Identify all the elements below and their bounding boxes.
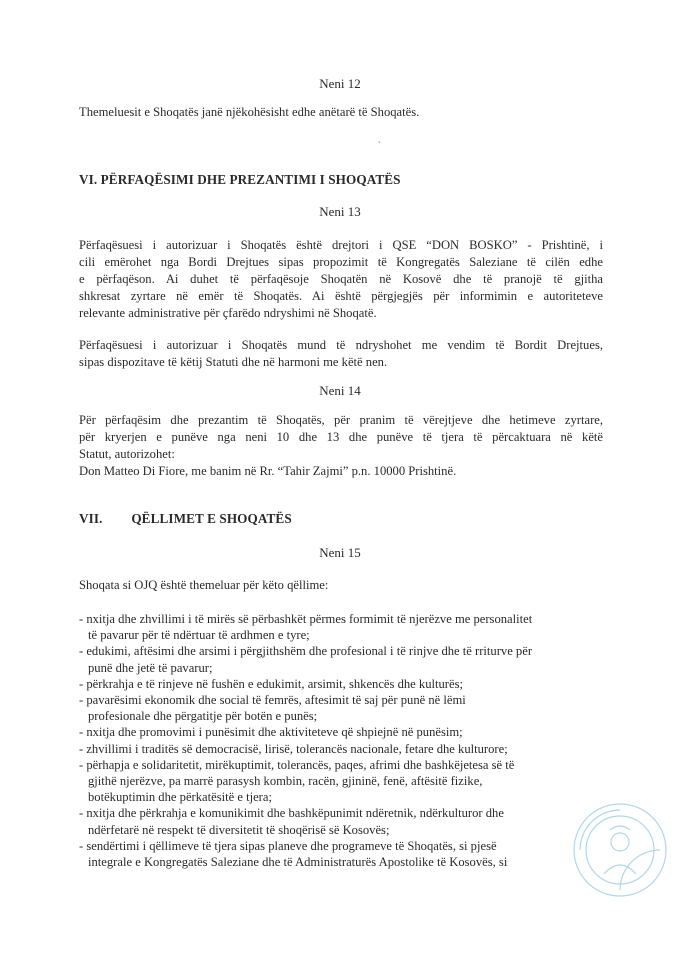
text-line: relevante administrative për çfarëdo ndryshimi në Shoqatë. <box>79 306 377 320</box>
text-line: Don Matteo Di Fiore, me banim në Rr. “Tahir Zajmi” p.n. 10000 Prishtinë. <box>79 464 457 478</box>
text-line: për kryerjen e punëve nga neni 10 dhe 13 dhe punëve të tjera të përcaktuara në këtë <box>79 430 603 444</box>
article-13-paragraph-1 <box>79 237 603 322</box>
list-item-line: - pavarësimi ekonomik dhe social të femrës, aftesimit të saj për punë në lëmi <box>79 693 466 708</box>
article-15-heading: Neni 15 <box>319 545 361 560</box>
list-item-line: - zhvillimi i traditës së democracisë, lirisë, tolerancës nacionale, fetare dhe kulturore; <box>79 741 508 756</box>
text-line: shkresat zyrtare në emër të Shoqatës. Ai është përgjegjës për informimin e autoriteteve <box>79 289 603 303</box>
text-line: Për përfaqësim dhe prezantim të Shoqatës, për pranim të vërejtjeve dhe hetimeve zyrtare, <box>79 413 603 427</box>
article-12-heading: Neni 12 <box>319 76 361 91</box>
list-item-line: - nxitja dhe promovimi i punësimit dhe aktiviteteve që shpiejnë në punësim; <box>79 725 463 740</box>
list-item <box>79 643 603 675</box>
list-item-continuation: të pavarur për të ndërtuar të ardhmen e tyre; <box>88 628 310 643</box>
list-item <box>79 724 603 740</box>
section-7-title <box>79 511 292 527</box>
article-13-heading: Neni 13 <box>319 204 361 219</box>
list-item <box>79 757 603 806</box>
organization-stamp-icon <box>570 800 670 900</box>
article-12-line: Themeluesit e Shoqatës janë njëkohësisht edhe anëtarë të Shoqatës. <box>79 105 420 119</box>
text-line: Statut, autorizohet: <box>79 447 175 461</box>
scan-speck: ` <box>378 140 381 150</box>
text-line: sipas dispozitave të këtij Statuti dhe në harmoni me këtë nen. <box>79 355 388 369</box>
text-line: Përfaqësuesi i autorizuar i Shoqatës është drejtori i QSE “DON BOSKO” - Prishtinë, i <box>79 238 603 252</box>
list-item-line: - edukimi, aftësimi dhe arsimi i përgjithshëm dhe profesional i të rinjve dhe të rriturve për <box>79 644 533 659</box>
purposes-list <box>79 611 603 870</box>
list-item-continuation: gjithë njerëzve, pa marrë parasysh kombin, racën, gjininë, fenë, aftësitë fizike, <box>88 774 483 789</box>
list-item-line: - nxitja dhe zhvillimi i të mirës së përbashkët përmes formimit të njerëzve me personalitet <box>79 612 533 626</box>
text-line: e përfaqëson. Ai duhet të përfaqësoje Shoqatën në Kosovë dhe të pranojë të gjitha <box>79 272 603 286</box>
list-item <box>79 805 603 837</box>
list-item-continuation: integrale e Kongregatës Saleziane dhe të Administraturës Apostolike të Kosovës, si <box>88 855 508 870</box>
list-item <box>79 611 603 643</box>
article-14-heading: Neni 14 <box>319 383 361 398</box>
article-13-paragraph-2 <box>79 337 603 371</box>
list-item-line: - përkrahja e të rinjeve në fushën e edukimit, arsimit, shkencës dhe kulturës; <box>79 676 463 691</box>
list-item-continuation: ndërfetarë në respekt të diversitetit të shoqërisë së Kosovës; <box>88 822 390 837</box>
text-line: Shoqata si OJQ është themeluar për këto qëllime: <box>79 578 329 592</box>
article-15-intro <box>79 577 603 594</box>
list-item-continuation: botëkuptimin dhe përkatësitë e tjera; <box>88 790 272 805</box>
list-item <box>79 838 603 870</box>
text-line: Përfaqësuesi i autorizuar i Shoqatës mund të ndryshohet me vendim të Bordit Drejtues, <box>79 338 603 352</box>
list-item-line: - përhapja e solidaritetit, mirëkuptimit, tolerancës, paqes, afrimi dhe bashkëjetesa së të <box>79 757 515 772</box>
section-7-number: VII. <box>79 511 103 526</box>
list-item <box>79 741 603 757</box>
list-item-continuation: punë dhe jetë të pavarur; <box>88 660 213 675</box>
article-12-text <box>79 104 603 121</box>
list-item <box>79 676 603 692</box>
section-6-title: VI. PËRFAQËSIMI DHE PREZANTIMI I SHOQATËS <box>79 172 401 187</box>
article-14-paragraph <box>79 412 603 480</box>
text-line: cili emërohet nga Bordi Drejtues sipas propozimit të Kongregatës Saleziane të cilën edhe <box>79 255 603 269</box>
list-item-line: - sendërtimi i qëllimeve të tjera sipas planeve dhe programeve të Shoqatës, si pjesë <box>79 838 497 853</box>
list-item <box>79 692 603 724</box>
list-item-line: - nxitja dhe përkrahja e komunikimit dhe bashkëpunimit ndëretnik, ndërkulturor dhe <box>79 806 504 821</box>
section-7-label: QËLLIMET E SHOQATËS <box>131 511 292 526</box>
list-item-continuation: profesionale dhe përgatitje për botën e punës; <box>88 709 318 724</box>
